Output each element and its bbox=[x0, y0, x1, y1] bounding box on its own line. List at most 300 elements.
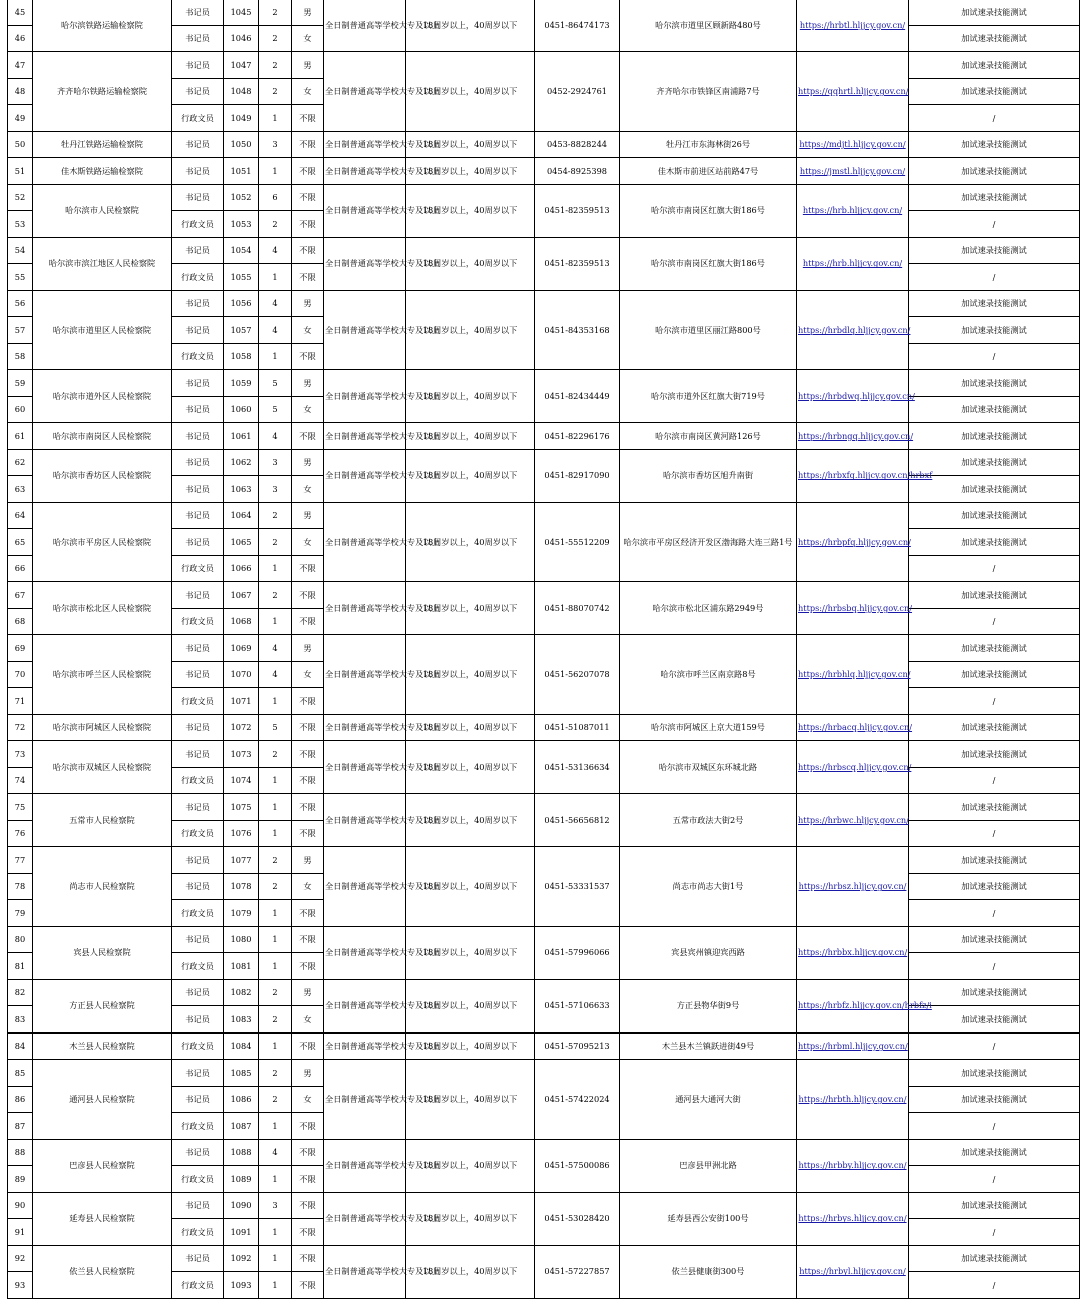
website-link[interactable]: https://hrbngq.hljjcy.gov.cn/ bbox=[798, 430, 914, 441]
website-link[interactable]: https://hrbdlq.hljjcy.gov.cn/ bbox=[798, 324, 911, 335]
gender-requirement: 女 bbox=[292, 396, 324, 423]
hiring-count: 3 bbox=[259, 1192, 292, 1219]
hiring-count: 2 bbox=[259, 502, 292, 529]
row-index: 58 bbox=[8, 343, 33, 370]
gender-requirement: 女 bbox=[292, 1006, 324, 1033]
hiring-count: 1 bbox=[259, 688, 292, 715]
website-cell bbox=[797, 131, 909, 158]
website-link[interactable]: https://hrbtl.hljjcy.gov.cn/ bbox=[799, 19, 906, 30]
gender-requirement: 不限 bbox=[292, 555, 324, 582]
unit-name: 木兰县人民检察院 bbox=[33, 1033, 172, 1060]
website-cell bbox=[797, 184, 909, 237]
table-row bbox=[8, 979, 1080, 1006]
hiring-count: 3 bbox=[259, 476, 292, 503]
row-index: 89 bbox=[8, 1166, 33, 1193]
remark: / bbox=[909, 820, 1080, 847]
position-code: 1055 bbox=[224, 264, 259, 291]
education-requirement: 全日制普通高等学校大专及以上 bbox=[324, 1060, 406, 1140]
hiring-count: 2 bbox=[259, 211, 292, 238]
table-row bbox=[8, 847, 1080, 874]
position-name: 书记员 bbox=[172, 78, 224, 105]
position-code: 1073 bbox=[224, 741, 259, 768]
position-code: 1045 bbox=[224, 0, 259, 25]
row-index: 76 bbox=[8, 820, 33, 847]
row-index: 68 bbox=[8, 608, 33, 635]
gender-requirement: 男 bbox=[292, 847, 324, 874]
position-name: 书记员 bbox=[172, 794, 224, 821]
remark: 加试速录技能测试 bbox=[909, 476, 1080, 503]
remark: / bbox=[909, 343, 1080, 370]
position-name: 行政文员 bbox=[172, 555, 224, 582]
table-row bbox=[8, 794, 1080, 821]
remark: 加试速录技能测试 bbox=[909, 25, 1080, 52]
position-name: 书记员 bbox=[172, 1006, 224, 1033]
unit-name: 方正县人民检察院 bbox=[33, 979, 172, 1033]
hiring-count: 1 bbox=[259, 820, 292, 847]
unit-name: 延寿县人民检察院 bbox=[33, 1192, 172, 1245]
remark: / bbox=[909, 105, 1080, 132]
unit-name: 哈尔滨市道里区人民检察院 bbox=[33, 290, 172, 370]
position-name: 书记员 bbox=[172, 979, 224, 1006]
unit-name: 通河县人民检察院 bbox=[33, 1060, 172, 1140]
contact-phone: 0451-57095213 bbox=[535, 1033, 620, 1060]
gender-requirement: 女 bbox=[292, 529, 324, 556]
website-link[interactable]: https://hrb.hljjcy.gov.cn/ bbox=[802, 258, 903, 269]
contact-phone: 0451-57422024 bbox=[535, 1060, 620, 1140]
gender-requirement: 男 bbox=[292, 449, 324, 476]
website-link[interactable]: https://jmstl.hljjcy.gov.cn/ bbox=[799, 165, 906, 176]
row-index: 49 bbox=[8, 105, 33, 132]
age-requirement: 18周岁以上，40周岁以下 bbox=[406, 635, 535, 715]
position-code: 1050 bbox=[224, 131, 259, 158]
gender-requirement: 不限 bbox=[292, 423, 324, 450]
gender-requirement: 不限 bbox=[292, 820, 324, 847]
office-address: 哈尔滨市平房区经济开发区渤海路大连三路1号 bbox=[620, 502, 797, 582]
table-row bbox=[8, 184, 1080, 211]
position-code: 1060 bbox=[224, 396, 259, 423]
row-index: 53 bbox=[8, 211, 33, 238]
unit-name: 哈尔滨市人民检察院 bbox=[33, 184, 172, 237]
row-index: 67 bbox=[8, 582, 33, 609]
remark: 加试速录技能测试 bbox=[909, 502, 1080, 529]
contact-phone: 0451-84353168 bbox=[535, 290, 620, 370]
remark: 加试速录技能测试 bbox=[909, 158, 1080, 185]
table-row bbox=[8, 926, 1080, 953]
website-link[interactable]: https://qqhrtl.hljjcy.gov.cn/ bbox=[798, 86, 909, 97]
office-address: 牡丹江市东海林街26号 bbox=[620, 131, 797, 158]
age-requirement: 18周岁以上，40周岁以下 bbox=[406, 237, 535, 290]
hiring-count: 3 bbox=[259, 131, 292, 158]
contact-phone: 0451-53028420 bbox=[535, 1192, 620, 1245]
remark: 加试速录技能测试 bbox=[909, 635, 1080, 662]
education-requirement: 全日制普通高等学校大专及以上 bbox=[324, 926, 406, 979]
age-requirement: 18周岁以上，40周岁以下 bbox=[406, 979, 535, 1033]
website-link[interactable]: https://hrbyl.hljjcy.gov.cn/ bbox=[799, 1266, 906, 1277]
position-name: 书记员 bbox=[172, 158, 224, 185]
table-row bbox=[8, 1192, 1080, 1219]
office-address: 方正县物华街9号 bbox=[620, 979, 797, 1033]
row-index: 92 bbox=[8, 1245, 33, 1272]
contact-phone: 0453-8828244 bbox=[535, 131, 620, 158]
position-code: 1075 bbox=[224, 794, 259, 821]
age-requirement: 18周岁以上，40周岁以下 bbox=[406, 714, 535, 741]
contact-phone: 0451-55512209 bbox=[535, 502, 620, 582]
website-link[interactable]: https://hrbpfq.hljjcy.gov.cn/ bbox=[798, 536, 911, 547]
age-requirement: 18周岁以上，40周岁以下 bbox=[406, 52, 535, 132]
website-link[interactable]: https://hrbscq.hljjcy.gov.cn/ bbox=[798, 761, 912, 772]
age-requirement: 18周岁以上，40周岁以下 bbox=[406, 184, 535, 237]
education-requirement: 全日制普通高等学校大专及以上 bbox=[324, 1033, 406, 1060]
age-requirement: 18周岁以上，40周岁以下 bbox=[406, 1192, 535, 1245]
row-index: 73 bbox=[8, 741, 33, 768]
hiring-count: 5 bbox=[259, 396, 292, 423]
row-index: 80 bbox=[8, 926, 33, 953]
age-requirement: 18周岁以上，40周岁以下 bbox=[406, 0, 535, 52]
age-requirement: 18周岁以上，40周岁以下 bbox=[406, 423, 535, 450]
table-row bbox=[8, 1060, 1080, 1087]
row-index: 90 bbox=[8, 1192, 33, 1219]
website-link[interactable]: https://mdjtl.hljjcy.gov.cn/ bbox=[799, 139, 906, 150]
table-row bbox=[8, 1245, 1080, 1272]
remark: 加试速录技能测试 bbox=[909, 1086, 1080, 1113]
hiring-count: 2 bbox=[259, 1086, 292, 1113]
unit-name: 宾县人民检察院 bbox=[33, 926, 172, 979]
website-link[interactable]: https://hrbsbq.hljjcy.gov.cn/ bbox=[798, 602, 913, 613]
age-requirement: 18周岁以上，40周岁以下 bbox=[406, 290, 535, 370]
hiring-count: 1 bbox=[259, 926, 292, 953]
hiring-count: 2 bbox=[259, 741, 292, 768]
office-address: 哈尔滨市阿城区上京大道159号 bbox=[620, 714, 797, 741]
contact-phone: 0451-57500086 bbox=[535, 1139, 620, 1192]
hiring-count: 4 bbox=[259, 661, 292, 688]
position-code: 1086 bbox=[224, 1086, 259, 1113]
hiring-count: 2 bbox=[259, 873, 292, 900]
website-cell bbox=[797, 1033, 909, 1060]
position-name: 书记员 bbox=[172, 237, 224, 264]
position-code: 1091 bbox=[224, 1219, 259, 1246]
gender-requirement: 不限 bbox=[292, 1192, 324, 1219]
website-link[interactable]: https://hrbby.hljjcy.gov.cn/ bbox=[798, 1160, 907, 1171]
table-row bbox=[8, 449, 1080, 476]
remark: 加试速录技能测试 bbox=[909, 529, 1080, 556]
row-index: 56 bbox=[8, 290, 33, 317]
remark: 加试速录技能测试 bbox=[909, 582, 1080, 609]
position-name: 书记员 bbox=[172, 714, 224, 741]
table-body bbox=[8, 0, 1080, 1298]
remark: 加试速录技能测试 bbox=[909, 1245, 1080, 1272]
remark: / bbox=[909, 1113, 1080, 1140]
gender-requirement: 不限 bbox=[292, 714, 324, 741]
contact-phone: 0451-88070742 bbox=[535, 582, 620, 635]
hiring-count: 5 bbox=[259, 370, 292, 397]
position-name: 书记员 bbox=[172, 0, 224, 25]
education-requirement: 全日制普通高等学校大专及以上 bbox=[324, 979, 406, 1033]
row-index: 60 bbox=[8, 396, 33, 423]
position-code: 1066 bbox=[224, 555, 259, 582]
hiring-count: 1 bbox=[259, 1033, 292, 1060]
remark: / bbox=[909, 1219, 1080, 1246]
gender-requirement: 女 bbox=[292, 78, 324, 105]
remark: / bbox=[909, 608, 1080, 635]
gender-requirement: 女 bbox=[292, 476, 324, 503]
unit-name: 哈尔滨市双城区人民检察院 bbox=[33, 741, 172, 794]
office-address: 哈尔滨市松北区浦东路2949号 bbox=[620, 582, 797, 635]
position-code: 1087 bbox=[224, 1113, 259, 1140]
gender-requirement: 不限 bbox=[292, 926, 324, 953]
website-link[interactable]: https://hrbbx.hljjcy.gov.cn/ bbox=[798, 947, 908, 958]
education-requirement: 全日制普通高等学校大专及以上 bbox=[324, 635, 406, 715]
position-name: 行政文员 bbox=[172, 820, 224, 847]
website-cell bbox=[797, 1245, 909, 1298]
remark: 加试速录技能测试 bbox=[909, 78, 1080, 105]
hiring-count: 2 bbox=[259, 52, 292, 79]
row-index: 91 bbox=[8, 1219, 33, 1246]
position-code: 1047 bbox=[224, 52, 259, 79]
hiring-count: 4 bbox=[259, 423, 292, 450]
age-requirement: 18周岁以上，40周岁以下 bbox=[406, 502, 535, 582]
website-link[interactable]: https://hrbdwq.hljjcy.gov.cn/ bbox=[798, 390, 915, 401]
website-link[interactable]: https://hrbxfq.hljjcy.gov.cn/hrbxf bbox=[798, 470, 933, 481]
website-cell bbox=[797, 52, 909, 132]
position-code: 1077 bbox=[224, 847, 259, 874]
website-cell bbox=[797, 741, 912, 794]
table-row bbox=[8, 582, 1080, 609]
gender-requirement: 不限 bbox=[292, 608, 324, 635]
age-requirement: 18周岁以上，40周岁以下 bbox=[406, 158, 535, 185]
position-name: 书记员 bbox=[172, 926, 224, 953]
position-name: 书记员 bbox=[172, 1192, 224, 1219]
education-requirement: 全日制普通高等学校大专及以上 bbox=[324, 237, 406, 290]
website-link[interactable]: https://hrbacq.hljjcy.gov.cn/ bbox=[798, 722, 913, 733]
office-address: 哈尔滨市南岗区红旗大街186号 bbox=[620, 184, 797, 237]
position-code: 1064 bbox=[224, 502, 259, 529]
position-name: 行政文员 bbox=[172, 1219, 224, 1246]
row-index: 45 bbox=[8, 0, 33, 25]
row-index: 84 bbox=[8, 1033, 33, 1060]
contact-phone: 0451-53136634 bbox=[535, 741, 620, 794]
position-name: 行政文员 bbox=[172, 900, 224, 927]
remark: / bbox=[909, 1033, 1080, 1060]
contact-phone: 0451-56207078 bbox=[535, 635, 620, 715]
gender-requirement: 女 bbox=[292, 317, 324, 344]
gender-requirement: 不限 bbox=[292, 1139, 324, 1166]
row-index: 54 bbox=[8, 237, 33, 264]
age-requirement: 18周岁以上，40周岁以下 bbox=[406, 449, 535, 502]
gender-requirement: 不限 bbox=[292, 184, 324, 211]
office-address: 哈尔滨市道里区顾新路480号 bbox=[620, 0, 797, 52]
row-index: 64 bbox=[8, 502, 33, 529]
row-index: 61 bbox=[8, 423, 33, 450]
office-address: 哈尔滨市双城区东环城北路 bbox=[620, 741, 797, 794]
website-link[interactable]: https://hrbhlq.hljjcy.gov.cn/ bbox=[798, 669, 911, 680]
position-code: 1065 bbox=[224, 529, 259, 556]
contact-phone: 0451-51087011 bbox=[535, 714, 620, 741]
education-requirement: 全日制普通高等学校大专及以上 bbox=[324, 1139, 406, 1192]
gender-requirement: 不限 bbox=[292, 741, 324, 768]
hiring-count: 4 bbox=[259, 290, 292, 317]
table-row bbox=[8, 0, 1080, 25]
position-code: 1049 bbox=[224, 105, 259, 132]
education-requirement: 全日制普通高等学校大专及以上 bbox=[324, 52, 406, 132]
gender-requirement: 不限 bbox=[292, 794, 324, 821]
website-cell bbox=[797, 979, 932, 1033]
hiring-count: 1 bbox=[259, 767, 292, 794]
table-row bbox=[8, 237, 1080, 264]
recruitment-table bbox=[7, 0, 1080, 1299]
hiring-count: 1 bbox=[259, 900, 292, 927]
row-index: 59 bbox=[8, 370, 33, 397]
website-cell bbox=[797, 237, 909, 290]
position-name: 书记员 bbox=[172, 290, 224, 317]
office-address: 齐齐哈尔市铁锋区南浦路7号 bbox=[620, 52, 797, 132]
row-index: 93 bbox=[8, 1272, 33, 1299]
gender-requirement: 不限 bbox=[292, 105, 324, 132]
hiring-count: 1 bbox=[259, 794, 292, 821]
gender-requirement: 不限 bbox=[292, 211, 324, 238]
unit-name: 齐齐哈尔铁路运输检察院 bbox=[33, 52, 172, 132]
position-code: 1090 bbox=[224, 1192, 259, 1219]
position-code: 1078 bbox=[224, 873, 259, 900]
position-code: 1051 bbox=[224, 158, 259, 185]
table-row bbox=[8, 158, 1080, 185]
table-row bbox=[8, 370, 1080, 397]
office-address: 哈尔滨市香坊区旭升南街 bbox=[620, 449, 797, 502]
gender-requirement: 不限 bbox=[292, 264, 324, 291]
table-row bbox=[8, 1139, 1080, 1166]
position-name: 书记员 bbox=[172, 1086, 224, 1113]
position-code: 1079 bbox=[224, 900, 259, 927]
hiring-count: 1 bbox=[259, 343, 292, 370]
remark: 加试速录技能测试 bbox=[909, 1139, 1080, 1166]
gender-requirement: 不限 bbox=[292, 1166, 324, 1193]
position-name: 行政文员 bbox=[172, 1272, 224, 1299]
gender-requirement: 不限 bbox=[292, 1245, 324, 1272]
row-index: 47 bbox=[8, 52, 33, 79]
position-name: 书记员 bbox=[172, 184, 224, 211]
hiring-count: 5 bbox=[259, 714, 292, 741]
remark: 加试速录技能测试 bbox=[909, 184, 1080, 211]
row-index: 82 bbox=[8, 979, 33, 1006]
website-cell bbox=[797, 0, 909, 52]
hiring-count: 1 bbox=[259, 1272, 292, 1299]
hiring-count: 2 bbox=[259, 1060, 292, 1087]
hiring-count: 1 bbox=[259, 1245, 292, 1272]
table-row bbox=[8, 131, 1080, 158]
contact-phone: 0451-57227857 bbox=[535, 1245, 620, 1298]
website-link[interactable]: https://hrbth.hljjcy.gov.cn/ bbox=[798, 1094, 907, 1105]
table-row bbox=[8, 290, 1080, 317]
website-link[interactable]: https://hrbfz.hljjcy.gov.cn/hrbfz/i bbox=[798, 1000, 932, 1011]
gender-requirement: 不限 bbox=[292, 1113, 324, 1140]
position-name: 书记员 bbox=[172, 529, 224, 556]
website-link[interactable]: https://hrbsz.hljjcy.gov.cn/ bbox=[798, 881, 907, 892]
website-link[interactable]: https://hrb.hljjcy.gov.cn/ bbox=[802, 205, 903, 216]
unit-name: 尚志市人民检察院 bbox=[33, 847, 172, 927]
remark: 加试速录技能测试 bbox=[909, 794, 1080, 821]
website-link[interactable]: https://hrbwc.hljjcy.gov.cn/ bbox=[798, 814, 909, 825]
hiring-count: 2 bbox=[259, 1006, 292, 1033]
website-link[interactable]: https://hrbys.hljjcy.gov.cn/ bbox=[798, 1213, 907, 1224]
position-code: 1081 bbox=[224, 953, 259, 980]
hiring-count: 1 bbox=[259, 158, 292, 185]
position-name: 书记员 bbox=[172, 661, 224, 688]
row-index: 46 bbox=[8, 25, 33, 52]
remark: 加试速录技能测试 bbox=[909, 449, 1080, 476]
remark: 加试速录技能测试 bbox=[909, 131, 1080, 158]
age-requirement: 18周岁以上，40周岁以下 bbox=[406, 1033, 535, 1060]
position-code: 1076 bbox=[224, 820, 259, 847]
unit-name: 哈尔滨市南岗区人民检察院 bbox=[33, 423, 172, 450]
remark: / bbox=[909, 1272, 1080, 1299]
hiring-count: 4 bbox=[259, 237, 292, 264]
hiring-count: 1 bbox=[259, 105, 292, 132]
unit-name: 五常市人民检察院 bbox=[33, 794, 172, 847]
gender-requirement: 不限 bbox=[292, 1219, 324, 1246]
row-index: 88 bbox=[8, 1139, 33, 1166]
gender-requirement: 女 bbox=[292, 661, 324, 688]
position-code: 1082 bbox=[224, 979, 259, 1006]
remark: 加试速录技能测试 bbox=[909, 52, 1080, 79]
gender-requirement: 不限 bbox=[292, 1272, 324, 1299]
contact-phone: 0451-57106633 bbox=[535, 979, 620, 1033]
row-index: 70 bbox=[8, 661, 33, 688]
position-name: 书记员 bbox=[172, 1245, 224, 1272]
contact-phone: 0451-57996066 bbox=[535, 926, 620, 979]
hiring-count: 3 bbox=[259, 449, 292, 476]
education-requirement: 全日制普通高等学校大专及以上 bbox=[324, 131, 406, 158]
education-requirement: 全日制普通高等学校大专及以上 bbox=[324, 582, 406, 635]
office-address: 五常市政法大街2号 bbox=[620, 794, 797, 847]
position-code: 1083 bbox=[224, 1006, 259, 1033]
hiring-count: 2 bbox=[259, 582, 292, 609]
position-name: 书记员 bbox=[172, 449, 224, 476]
contact-phone: 0451-82917090 bbox=[535, 449, 620, 502]
hiring-count: 4 bbox=[259, 635, 292, 662]
row-index: 66 bbox=[8, 555, 33, 582]
row-index: 75 bbox=[8, 794, 33, 821]
position-name: 行政文员 bbox=[172, 1166, 224, 1193]
unit-name: 依兰县人民检察院 bbox=[33, 1245, 172, 1298]
row-index: 62 bbox=[8, 449, 33, 476]
position-code: 1088 bbox=[224, 1139, 259, 1166]
office-address: 依兰县健康街300号 bbox=[620, 1245, 797, 1298]
position-code: 1054 bbox=[224, 237, 259, 264]
age-requirement: 18周岁以上，40周岁以下 bbox=[406, 741, 535, 794]
hiring-count: 2 bbox=[259, 25, 292, 52]
row-index: 57 bbox=[8, 317, 33, 344]
gender-requirement: 不限 bbox=[292, 688, 324, 715]
unit-name: 哈尔滨市滨江地区人民检察院 bbox=[33, 237, 172, 290]
gender-requirement: 不限 bbox=[292, 953, 324, 980]
website-link[interactable]: https://hrbml.hljjcy.gov.cn/ bbox=[798, 1041, 908, 1052]
position-name: 行政文员 bbox=[172, 343, 224, 370]
website-cell bbox=[797, 847, 909, 927]
gender-requirement: 女 bbox=[292, 873, 324, 900]
row-index: 51 bbox=[8, 158, 33, 185]
unit-name: 巴彦县人民检察院 bbox=[33, 1139, 172, 1192]
remark: 加试速录技能测试 bbox=[909, 1060, 1080, 1087]
position-code: 1068 bbox=[224, 608, 259, 635]
gender-requirement: 男 bbox=[292, 370, 324, 397]
position-code: 1093 bbox=[224, 1272, 259, 1299]
position-name: 行政文员 bbox=[172, 211, 224, 238]
hiring-count: 1 bbox=[259, 1219, 292, 1246]
position-name: 书记员 bbox=[172, 370, 224, 397]
remark: 加试速录技能测试 bbox=[909, 396, 1080, 423]
unit-name: 哈尔滨市松北区人民检察院 bbox=[33, 582, 172, 635]
row-index: 77 bbox=[8, 847, 33, 874]
education-requirement: 全日制普通高等学校大专及以上 bbox=[324, 1192, 406, 1245]
